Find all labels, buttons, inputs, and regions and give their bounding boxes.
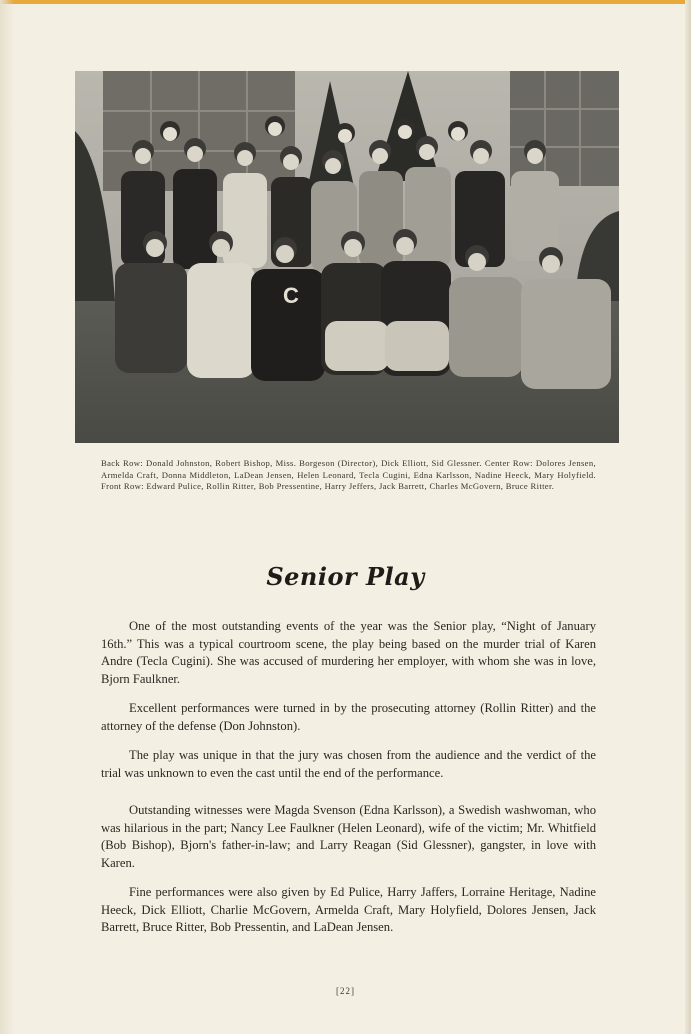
page-number: [22]	[336, 986, 355, 996]
paragraph-2: Excellent performances were turned in by the prosecuting attorney (Rollin Ritter) and the attorney of the defense (Don Johnston).	[101, 701, 596, 733]
paragraph-5: Fine performances were also given by Ed Pulice, Harry Jaffers, Lorraine Heritage, Nadine Heeck, Dick Elliott, Charlie McGovern, Armelda Craft, Mary Holyfield, Dolores Jensen, Jack Barrett, Bruce Ritter, Bob Pressentin, and LaDean Jensen.	[101, 885, 596, 934]
photo-caption: Back Row: Donald Johnston, Robert Bishop, Miss. Borgeson (Director), Dick Elliott, Sid Glessner. Center Row: Dolores Jensen, Armelda Craft, Donna Middleton, LaDean Jensen, Helen Leonard, Tecla Cugini, Edna Karlsson, Nadine Heeck, Mary Holyfield. Front Row: Edward Pulice, Rollin Ritter, Bob Pressentine, Harry Jeffers, Jack Barrett, Charles McGovern, Bruce Ritter.	[101, 458, 596, 491]
page-binding-shadow	[0, 0, 14, 1034]
page-top-edge	[0, 0, 691, 4]
paragraph-1: One of the most outstanding events of the year was the Senior play, “Night of January 16th.” This was a typical courtroom scene, the play being based on the murder trial of Karen Andre (Tecla Cugini). She was accused of murdering her employer, with whom she was in love, Bjorn Faulkner.	[101, 619, 596, 686]
paragraph-3: The play was unique in that the jury was chosen from the audience and the verdict of the trial was unknown to even the cast until the end of the performance.	[101, 748, 596, 780]
page-right-edge	[685, 0, 691, 1034]
paragraph-4: Outstanding witnesses were Magda Svenson (Edna Karlsson), a Swedish washwoman, who was hilarious in the part; Nancy Lee Faulkner (Helen Leonard), wife of the victim; Mr. Whitfield (Bob Bishop), Bjorn's father-in-law; and Larry Reagan (Sid Glessner), gangster, in love with Karen.	[101, 803, 596, 870]
svg-text:C: C	[283, 283, 299, 308]
article-body	[101, 618, 596, 949]
section-title: Senior Play	[266, 562, 425, 591]
group-photo	[75, 71, 619, 443]
